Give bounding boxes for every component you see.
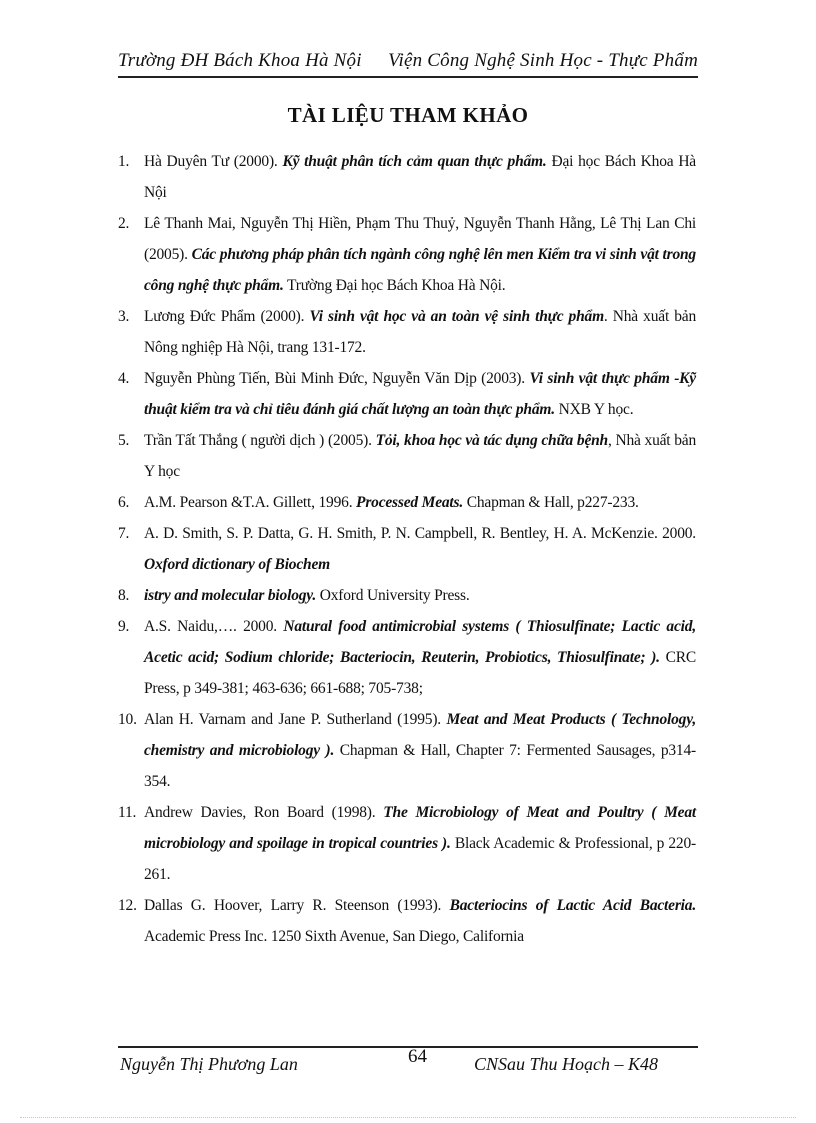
reference-publisher: Oxford University Press. bbox=[316, 587, 470, 604]
reference-title: Tỏi, khoa học và tác dụng chữa bệnh bbox=[375, 432, 608, 449]
reference-publisher: Chapman & Hall, Chapter 7: Fermented Sausages, p314-354. bbox=[144, 742, 696, 790]
reference-number: 3. bbox=[118, 308, 130, 325]
reference-publisher: , Nhà xuất bản Y học bbox=[144, 432, 697, 480]
reference-publisher: Trường Đại học Bách Khoa Hà Nội. bbox=[283, 277, 506, 294]
page-title: TÀI LIỆU THAM KHẢO bbox=[287, 103, 529, 127]
header-institute: Viện Công Nghệ Sinh Học - Thực Phẩm bbox=[388, 50, 698, 71]
header-university: Trường ĐH Bách Khoa Hà Nội bbox=[118, 50, 362, 71]
reference-authors: A.S. Naidu,…. 2000. bbox=[144, 618, 284, 635]
reference-authors: A.M. Pearson &T.A. Gillett, 1996. bbox=[144, 494, 357, 511]
reference-title: Kỹ thuật phân tích cảm quan thực phẩm. bbox=[282, 153, 547, 170]
page-number: 64 bbox=[408, 1046, 427, 1067]
reference-authors: Lê Thanh Mai, Nguyễn Thị Hiền, Phạm Thu Thuỷ, Nguyễn Thanh Hằng, Lê Thị Lan Chi (2005). bbox=[144, 215, 696, 263]
reference-text bbox=[144, 208, 696, 301]
reference-text bbox=[144, 890, 696, 952]
reference-text bbox=[144, 797, 696, 890]
reference-title: Oxford dictionary of Biochem bbox=[144, 556, 330, 573]
page-edge-divider bbox=[20, 1117, 796, 1118]
reference-title: The Microbiology of Meat and Poultry ( Meat microbiology and spoilage in tropical countries ). bbox=[144, 804, 696, 852]
reference-item bbox=[118, 890, 696, 952]
reference-title: istry and molecular biology. bbox=[144, 587, 317, 604]
reference-authors: Dallas G. Hoover, Larry R. Steenson (1993). bbox=[144, 897, 450, 914]
reference-item bbox=[118, 146, 696, 208]
reference-title: Vi sinh vật thực phẩm -Kỹ thuật kiểm tra và chỉ tiêu đánh giá chất lượng an toàn thực phẩm. bbox=[144, 370, 696, 418]
reference-title: Bacteriocins of Lactic Acid Bacteria. bbox=[449, 897, 697, 914]
reference-item bbox=[118, 363, 696, 425]
reference-number: 5. bbox=[118, 432, 130, 449]
reference-authors: Andrew Davies, Ron Board (1998). bbox=[144, 804, 384, 821]
reference-authors: Alan H. Varnam and Jane P. Sutherland (1995). bbox=[144, 711, 447, 728]
reference-publisher: NXB Y học. bbox=[554, 401, 634, 418]
reference-item bbox=[118, 797, 696, 890]
reference-number: 10. bbox=[118, 711, 137, 728]
reference-number: 7. bbox=[118, 525, 130, 542]
reference-number: 4. bbox=[118, 370, 130, 387]
running-footer bbox=[118, 1046, 698, 1078]
reference-number: 12. bbox=[118, 897, 137, 914]
reference-authors: Trần Tất Thắng ( người dịch ) (2005). bbox=[144, 432, 376, 449]
reference-number: 8. bbox=[118, 587, 130, 604]
reference-text bbox=[144, 704, 696, 797]
reference-item bbox=[118, 580, 696, 611]
reference-authors: A. D. Smith, S. P. Datta, G. H. Smith, P. N. Campbell, R. Bentley, H. A. McKenzie. 2000. bbox=[144, 525, 696, 542]
reference-title: Các phương pháp phân tích ngành công nghệ lên men Kiểm tra vi sinh vật trong công nghệ thực phẩm. bbox=[144, 246, 696, 294]
reference-number: 9. bbox=[118, 618, 130, 635]
reference-authors: Lương Đức Phẩm (2000). bbox=[144, 308, 310, 325]
reference-publisher: Đại học Bách Khoa Hà Nội bbox=[144, 153, 696, 201]
reference-publisher: CRC Press, p 349-381; 463-636; 661-688; 705-738; bbox=[144, 649, 696, 697]
reference-publisher: Academic Press Inc. 1250 Sixth Avenue, San Diego, California bbox=[144, 928, 524, 945]
reference-title: Vi sinh vật học và an toàn vệ sinh thực phẩm bbox=[309, 308, 604, 325]
reference-number: 11. bbox=[118, 804, 137, 821]
reference-item bbox=[118, 611, 696, 704]
reference-publisher: Chapman & Hall, p227-233. bbox=[463, 494, 639, 511]
reference-publisher: . Nhà xuất bản Nông nghiệp Hà Nội, trang 131-172. bbox=[144, 308, 696, 356]
reference-publisher: Black Academic & Professional, p 220-261. bbox=[144, 835, 696, 883]
reference-item bbox=[118, 518, 696, 580]
reference-number: 2. bbox=[118, 215, 130, 232]
reference-title: Processed Meats. bbox=[356, 494, 464, 511]
reference-authors: Hà Duyên Tư (2000). bbox=[144, 153, 283, 170]
reference-item bbox=[118, 301, 696, 363]
reference-authors: Nguyễn Phùng Tiến, Bùi Minh Đức, Nguyễn Văn Dịp (2003). bbox=[144, 370, 530, 387]
reference-item bbox=[118, 704, 696, 797]
reference-text bbox=[144, 580, 696, 611]
reference-text bbox=[144, 146, 696, 208]
reference-title: Natural food antimicrobial systems ( Thiosulfinate; Lactic acid, Acetic acid; Sodium chloride; Bacteriocin, Reuterin, Probiotics, Thiosulfinate; ). bbox=[144, 618, 696, 666]
running-header bbox=[118, 50, 698, 78]
reference-text bbox=[144, 301, 696, 363]
reference-number: 1. bbox=[118, 153, 130, 170]
reference-number: 6. bbox=[118, 494, 130, 511]
reference-item bbox=[118, 487, 696, 518]
footer-author: Nguyễn Thị Phương Lan bbox=[120, 1054, 298, 1074]
reference-text bbox=[144, 487, 696, 518]
reference-item bbox=[118, 208, 696, 301]
reference-title: Meat and Meat Products ( Technology, chemistry and microbiology ). bbox=[144, 711, 696, 759]
reference-item bbox=[118, 425, 696, 487]
reference-text bbox=[144, 611, 696, 704]
reference-text bbox=[144, 425, 696, 487]
reference-text bbox=[144, 363, 696, 425]
reference-list bbox=[118, 146, 696, 952]
reference-text bbox=[144, 518, 696, 580]
footer-course: CNSau Thu Hoạch – K48 bbox=[474, 1054, 659, 1074]
